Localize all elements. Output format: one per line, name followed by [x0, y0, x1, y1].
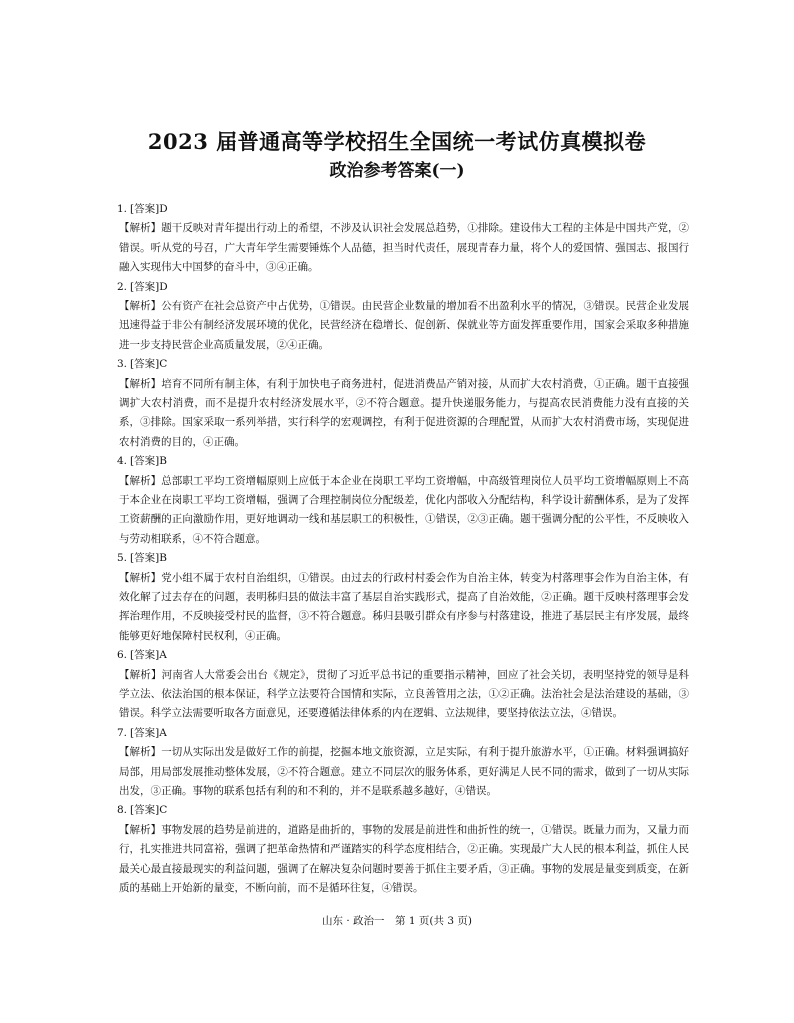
question-item	[117, 646, 689, 724]
answer-line	[117, 724, 689, 743]
answer-value: D	[159, 203, 168, 215]
page-footer: 山东 · 政治一 第 1 页(共 3 页)	[322, 915, 472, 927]
answers-list	[117, 200, 689, 899]
answer-line	[117, 646, 689, 665]
answer-line	[117, 549, 689, 568]
explanation-text: 【解析】题干反映对青年提出行动上的希望，不涉及认识社会发展总趋势，①排除。建设伟大工程的主体是中国共产党，②错误。听从党的号召，广大青年学生需要锤炼个人品德，担当时代责任，展现青春力量，将个人的爱国情、强国志、报国行融入实现伟大中国梦的奋斗中，③④正确。	[119, 222, 689, 274]
question-item	[117, 549, 689, 646]
question-item	[117, 724, 689, 802]
question-item	[117, 452, 689, 549]
question-number: 8.	[117, 804, 128, 817]
answer-line	[117, 200, 689, 219]
answer-line	[117, 452, 689, 471]
answer-value: C	[159, 358, 168, 371]
question-item	[117, 801, 689, 898]
answer-value: A	[159, 649, 167, 662]
answer-prefix: [答案]	[130, 280, 160, 293]
answer-line	[117, 278, 689, 297]
answer-prefix: [答案]	[130, 804, 160, 817]
explanation-text: 【解析】一切从实际出发是做好工作的前提，挖掘本地文旅资源，立足实际，有利于提升旅游水平，①正确。材料强调搞好局部，用局部发展推动整体发展，②不符合题意。建立不同层次的服务体系，更好满足人民不同的需求，做到了一切从实际出发，③正确。事物的联系包括有利的和不利的，并不是联系越多越好，④错误。	[119, 746, 689, 798]
explanation-text: 【解析】总部职工平均工资增幅原则上应低于本企业在岗职工平均工资增幅，中高级管理岗位人员平均工资增幅原则上不高于本企业在岗职工平均工资增幅，强调了合理控制岗位分配级差，优化内部收入分配结构，科学设计薪酬体系，是为了发挥工资薪酬的正向激励作用，更好地调动一线和基层职工的积极性，①错误，②③正确。题干强调分配的公平性，不反映收入与劳动相联系，④不符合题意。	[119, 474, 689, 545]
question-item	[117, 200, 689, 278]
answer-value: A	[159, 726, 167, 739]
answer-line	[117, 355, 689, 374]
answer-value: C	[159, 804, 168, 817]
answer-prefix: [答案]	[130, 726, 160, 739]
page-subtitle: 政治参考答案(一)	[329, 161, 465, 181]
answer-prefix: [答案]	[130, 455, 160, 468]
explanation-text: 【解析】事物发展的趋势是前进的，道路是曲折的，事物的发展是前进性和曲折性的统一，①错误。既量力而为，又量力而行，扎实推进共同富裕，强调了把革命热情和严谨踏实的科学态度相结合，②正确。实现最广大人民的根本利益，抓住人民最关心最直接最现实的利益问题，强调了在解决复杂问题时要善于抓住主要矛盾，③正确。事物的发展是量变到质变，在新质的基础上开始新的量变，不断向前，而不是循环往复，④错误。	[119, 823, 689, 895]
question-item	[117, 355, 689, 452]
answer-prefix: [答案]	[130, 358, 160, 371]
explanation-text: 【解析】公有资产在社会总资产中占优势，①错误。由民营企业数量的增加看不出盈利水平的情况，③错误。民营企业发展迅速得益于非公有制经济发展环境的优化，民营经济在稳增长、促创新、保就业等方面发挥重要作用，国家会采取多种措施进一步支持民营企业高质量发展，②④正确。	[119, 300, 689, 351]
explanation-text: 【解析】培育不同所有制主体，有利于加快电子商务进村，促进消费品产销对接，从而扩大农村消费，①正确。题干直接强调扩大农村消费，而不是提升农村经济发展水平，②不符合题意。提升快递服务能力，与提高农民消费能力没有直接的关系，③排除。国家采取一系列举措，实行科学的宏观调控，有利于促进资源的合理配置，从而扩大农村消费市场，实现促进农村消费的目的，④正确。	[119, 377, 689, 448]
page-title: 2023 届普通高等学校招生全国统一考试仿真模拟卷	[147, 129, 647, 154]
answer-value: B	[159, 552, 167, 565]
answer-value: B	[159, 455, 167, 468]
question-number: 1.	[117, 203, 128, 215]
question-number: 2.	[117, 280, 128, 293]
answer-prefix: [答案]	[130, 649, 160, 662]
answer-prefix: [答案]	[130, 552, 160, 565]
explanation-text: 【解析】党小组不属于农村自治组织，①错误。由过去的行政村村委会作为自治主体，转变为村落理事会作为自治主体，有效化解了过去存在的问题，表明秭归县的做法丰富了基层自治实践形式，提高了自治效能，②正确。题干反映村落理事会发挥治理作用，不反映接受村民的监督，③不符合题意。秭归县吸引群众有序参与村落建设，推进了基层民主有序发展，最终能够更好地保障村民权利，④正确。	[119, 571, 689, 642]
answer-value: D	[159, 280, 168, 293]
explanation-text: 【解析】河南省人大常委会出台《规定》，贯彻了习近平总书记的重要指示精神，回应了社会关切，表明坚持党的领导是科学立法、依法治国的根本保证，科学立法要符合国情和实际，立良善管用之法，①②正确。法治社会是法治建设的基础，③错误。科学立法需要听取各方面意见，还要遵循法律体系的内在逻辑、立法规律，要坚持依法立法，④错误。	[119, 668, 689, 720]
question-item	[117, 278, 689, 356]
question-number: 6.	[117, 649, 128, 662]
question-number: 3.	[117, 358, 128, 371]
question-number: 7.	[117, 726, 128, 739]
question-number: 4.	[117, 455, 128, 468]
answer-prefix: [答案]	[130, 203, 160, 215]
question-number: 5.	[117, 552, 128, 565]
answer-line	[117, 801, 689, 820]
